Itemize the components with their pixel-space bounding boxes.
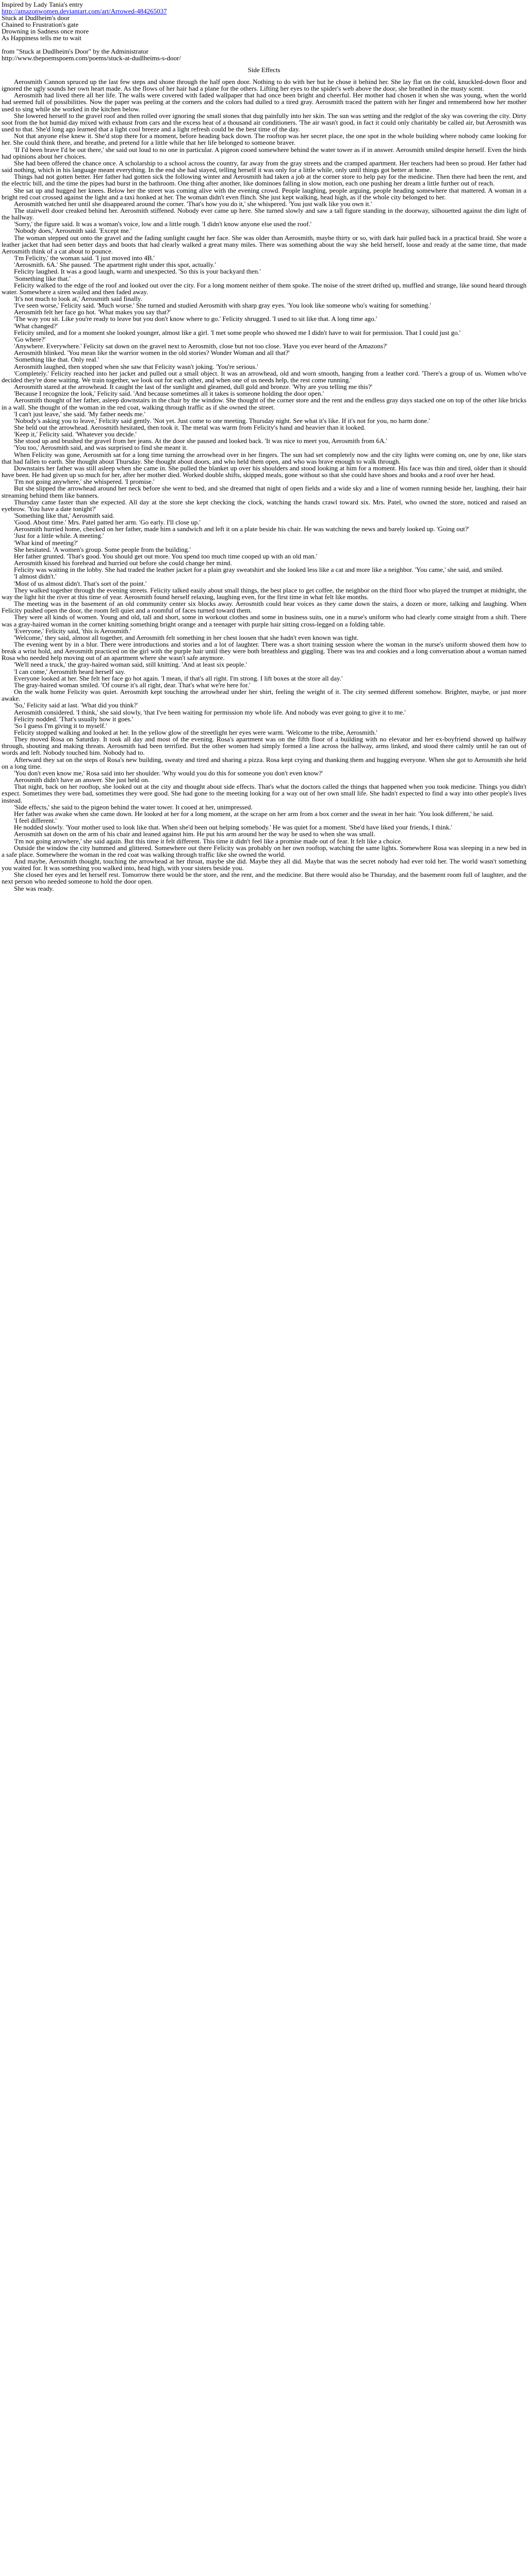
- story-paragraph: She sat up and hugged her knees. Below her the street was coming alive with the evening crowd. People laughing, people arguing, people heading somewhere that mattered. A woman in a bright red coat crossed against the light and a taxi honked at her. The woman didn't even flinch. She just kept walking, head high, as if the whole city belonged to her.: [2, 186, 526, 201]
- epigraph-line: Stuck at Dudlheim's door: [2, 14, 70, 22]
- story-paragraph: 'Keep it,' Felicity said. 'Whatever you decide.': [14, 430, 137, 438]
- story-paragraph: Aerosmith thought of her father, asleep downstairs in the chair by the window. She thought of the corner store and the rent and the endless gray days stacked one on top of the other like bricks in a wall. She thought of the woman in the red coat, walking through traffic as if she owned the street.: [2, 396, 526, 411]
- story-paragraph: 'Something like that.': [14, 274, 71, 282]
- story-paragraph: 'Because I recognize the look,' Felicity said. 'And because sometimes all it takes is someone holding the door open.': [14, 389, 324, 398]
- story-paragraph: And maybe, Aerosmith thought, touching the arrowhead at her throat, maybe she did. Maybe they all did. Maybe that was the secret nobody had ever told her. The world wasn't something you waited for. It was something you walked into, head high, with your sisters beside you.: [2, 857, 526, 872]
- story-paragraph: Felicity laughed. It was a good laugh, warm and unexpected. 'So this is your backyard then.': [14, 267, 261, 276]
- story-paragraph: When Felicity was gone, Aerosmith sat for a long time turning the arrowhead over in her fingers. The sun had set completely now and the city lights were coming on, one by one, like stars that had fallen to earth. She thought about Thursday. She thought about doors, and who held them open, and who was brave enough to walk through.: [2, 450, 526, 465]
- story-paragraph: 'You too,' Aerosmith said, and was surprised to find she meant it.: [14, 444, 188, 452]
- story-paragraph: 'Just for a little while. A meeting.': [14, 532, 104, 540]
- story-paragraph: Aerosmith didn't have an answer. She just held on.: [14, 776, 150, 784]
- story-paragraph: Things had not gotten better. Her father had gotten sick the following winter and Aerosmith had taken a job at the corner store to help pay for the medicine. Then there had been the rent, and the electric bill, and the time the pipes had burst in the bathroom. One thing after another, like dominoes falling in slow motion, each one pushing her dream a little further out of reach.: [2, 173, 526, 188]
- story-paragraph: They moved Rosa on Saturday. It took all day and most of the evening. Rosa's apartment was on the fifth floor of a building with no elevator and her ex-boyfriend showed up halfway through, shouting and making threats. Aerosmith had been terrified. But the other women had simply formed a line across the hallway, arms linked, and stood there calmly until he ran out of words and left. Nobody touched him. Nobody had to.: [2, 735, 526, 757]
- story-paragraph: 'Sorry,' the figure said. It was a woman's voice, low and a little rough. 'I didn't know anyone else used the roof.': [14, 220, 312, 228]
- story-paragraph: Felicity smiled, and for a moment she looked younger, almost like a girl. 'I met some people who showed me I didn't have to wait for permission. That I could just go.': [14, 328, 461, 336]
- story-paragraph: 'If I'd been brave I'd be out there,' she said out loud to no one in particular. A pigeon cooed somewhere behind the water tower as if in answer. Aerosmith smiled despite herself. Even the birds had opinions about her choices.: [2, 145, 526, 160]
- epigraph-line: As Happiness tells me to wait: [2, 34, 81, 42]
- document-header: [2, 1, 526, 61]
- story-paragraph: Aerosmith watched her until she disappeared around the corner. 'That's how you do it,' she whispered. 'You just walk like you own it.': [14, 199, 372, 208]
- story-paragraph: 'The way you sit. Like you're ready to leave but you don't know where to go.' Felicity shrugged. 'I used to sit like that. A long time ago.': [14, 315, 377, 323]
- story-paragraph: 'I'm not going anywhere,' she said again. But this time it felt different. This time it didn't feel like a promise made out of fear. It felt like a choice.: [14, 837, 403, 845]
- epigraph-line: http://www.thepoemspoem.com/poems/stuck-at-dudlheims-s-door/: [2, 54, 181, 62]
- story-paragraph: 'I can't just leave,' she said. 'My father needs me.': [14, 410, 146, 418]
- story-paragraph: 'Side effects,' she said to the pigeon behind the water tower. It cooed at her, unimpressed.: [14, 803, 253, 811]
- story-paragraph: Felicity stopped walking and looked at her. In the yellow glow of the streetlight her eyes were warm. 'Welcome to the tribe, Aerosmith.': [14, 728, 377, 736]
- story-paragraph: 'So I guess I'm giving it to myself.': [14, 721, 107, 730]
- story-paragraph: 'We'll need a truck,' the gray-haired woman said, still knitting. 'And at least six people.': [14, 660, 247, 669]
- story-paragraph: 'Go where?': [14, 335, 46, 343]
- story-paragraph: 'Anywhere. Everywhere.' Felicity sat down on the gravel next to Aerosmith, close but not too close. 'Have you ever heard of the Amazons?': [14, 342, 388, 350]
- story-paragraph: That night, back on her rooftop, she looked out at the city and thought about side effects. That's what the doctors called the things that happened when you took medicine. Things you didn't expect. Sometimes they were bad, sometimes they were good. She had gone to the meeting looking for a way out of her own small life. She hadn't expected to find a way into other people's lives instead.: [2, 783, 526, 804]
- story-paragraph: 'Completely.' Felicity reached into her jacket and pulled out a small object. It was an arrowhead, old and worn smooth, hanging from a leather cord. 'There's a group of us. Women who've decided they're done waiting. We train together, we look out for each other, and when one of us needs help, the rest come running.': [2, 369, 526, 384]
- story-paragraph: 'I'm Felicity,' the woman said. 'I just moved into 4B.': [14, 254, 155, 262]
- story-paragraph: 'It's not much to look at,' Aerosmith said finally.: [14, 295, 142, 302]
- story-paragraph: They were all kinds of women. Young and old, tall and short, some in workout clothes and some in business suits, one in a nurse's uniform who had clearly come straight from a shift. There was a gray-haired woman in the corner knitting something bright orange and a teenager with purple hair sitting cross-legged on a folding table.: [2, 613, 526, 628]
- story-paragraph: They walked together through the evening streets. Felicity talked easily about small things, the best place to get coffee, the neighbor on the third floor who played the trumpet at midnight, the way the light hit the river at this time of year. Aerosmith found herself relaxing, laughing even, for the first time in what felt like months.: [2, 586, 526, 601]
- story-paragraph: On the walk home Felicity was quiet. Aerosmith kept touching the arrowhead under her shirt, feeling the weight of it. The city seemed different somehow. Brighter, maybe, or just more awake.: [2, 688, 526, 703]
- story-paragraph: 'I almost didn't.': [14, 572, 57, 581]
- story-title: Side Effects: [248, 66, 280, 74]
- story-paragraph: Felicity nodded. 'That's usually how it goes.': [14, 715, 133, 723]
- story-body: [2, 78, 526, 892]
- story-paragraph: 'Nobody's asking you to leave,' Felicity said gently. 'Not yet. Just come to one meeting. Thursday night. See what it's like. If it's not for you, no harm done.': [14, 416, 430, 425]
- source-link[interactable]: http://amazonwomen.deviantart.com/art/Arrowed-484265037: [2, 7, 167, 15]
- story-paragraph: Her father grunted. 'That's good. You should get out more. You spend too much time cooped up with an old man.': [14, 552, 318, 560]
- story-paragraph: 'You don't even know me,' Rosa said into her shoulder. 'Why would you do this for someone you don't even know?': [14, 769, 323, 777]
- story-paragraph: She held out the arrowhead. Aerosmith hesitated, then took it. The metal was warm from Felicity's hand and heavier than it looked.: [14, 423, 366, 431]
- story-paragraph: 'Something like that,' Aerosmith said.: [14, 512, 114, 519]
- story-paragraph: The stairwell door creaked behind her. Aerosmith stiffened. Nobody ever came up here. She turned slowly and saw a tall figure standing in the doorway, silhouetted against the dim light of the hallway.: [2, 206, 526, 222]
- story-paragraph: 'Most of us almost didn't. That's sort of the point.': [14, 579, 147, 587]
- header-title: Inspired by Lady Tania's entry: [2, 1, 83, 8]
- story-paragraph: 'What changed?': [14, 321, 58, 330]
- story-paragraph: She had been offered the chance once. A scholarship to a school across the country, far away from the gray streets and the cramped apartment. Her teachers had been so proud. Her father had said nothing, which in his language meant everything. In the end she had stayed, telling herself it was only for a little while, only until things got better at home.: [2, 159, 526, 174]
- story-paragraph: 'I can come,' Aerosmith heard herself say.: [14, 667, 126, 675]
- story-paragraph: She closed her eyes and let herself rest. Tomorrow there would be the store, and the rent, and the medicine. But there would also be Thursday, and the basement room full of laughter, and the next person who needed someone to hold the door open.: [2, 871, 526, 886]
- story-paragraph: 'Aerosmith. 6A.' She paused. 'The apartment right under this spot, actually.': [14, 261, 216, 269]
- story-paragraph: He nodded slowly. 'Your mother used to look like that. When she'd been out helping somebody.' He was quiet for a moment. 'She'd have liked your friends, I think.': [14, 823, 452, 832]
- story-paragraph: But she slipped the arrowhead around her neck before she went to bed, and she dreamed that night of open fields and a wide sky and a line of women running beside her, laughing, their hair streaming behind them like banners.: [2, 484, 526, 499]
- story-paragraph: She lowered herself to the gravel roof and then rolled over ignoring the small stones that dug painfully into her skin. The sun was setting and the redglot of the sky was covering the city. Dirty soot from the hot humid day mixed with exhaust from cars and the excess heat of a thousand air conditioners. 'The air wasn't good, in fact it could only charitably be called air, but Aerosmith was used to that. She'd long ago learned that a light cool breeze and a light refresh could be the best time of the day.: [2, 111, 526, 133]
- story-paragraph: Felicity was waiting in the lobby. She had traded the leather jacket for a plain gray sweatshirt and she looked less like a cat and more like a neighbor. 'You came,' she said, and smiled.: [14, 566, 503, 574]
- story-paragraph: Downstairs her father was still asleep when she came in. She pulled the blanket up over his shoulders and stood looking at him for a moment. His face was thin and tired, older than it should have been. He had given up so much for her, after her mother died. Worked double shifts, skipped meals, gone without so that she could have shoes and books and a roof over her head.: [2, 464, 526, 479]
- story-paragraph: Aerosmith blinked. 'You mean like the warrior women in the old stories? Wonder Woman and all that?': [14, 349, 290, 357]
- story-paragraph: The gray-haired woman smiled. 'Of course it's all right, dear. That's what we're here for.': [14, 681, 251, 689]
- story-paragraph: She stood up and brushed the gravel from her jeans. At the door she paused and looked back. 'It was nice to meet you, Aerosmith from 6A.': [14, 437, 387, 445]
- story-paragraph: 'So,' Felicity said at last. 'What did you think?': [14, 701, 138, 709]
- story-paragraph: 'Something like that. Only real.': [14, 355, 99, 364]
- story-paragraph: Aerosmith hurried home, checked on her father, made him a sandwich and left it on a plate beside his chair. He was watching the news and barely looked up. 'Going out?': [14, 525, 469, 533]
- story-paragraph: Afterward they sat on the steps of Rosa's new building, sweaty and tired and sharing a pizza. Rosa kept crying and thanking them and hugging everyone. When she got to Aerosmith she held on a long time.: [2, 755, 526, 770]
- story-paragraph: 'I feel different.': [14, 817, 57, 825]
- story-paragraph: The woman stepped out onto the gravel and the fading sunlight caught her face. She was older than Aerosmith, maybe thirty or so, with dark hair pulled back in a practical braid. She wore a leather jacket that had seen better days and boots that had clearly walked a great many miles. There was something about the way she held herself, loose and ready at the same time, that made Aerosmith think of a cat about to pounce.: [2, 233, 526, 255]
- story-paragraph: Aerosmith had lived there all her life. The walls were covered with faded wallpaper that had once been bright and cheerful. Her mother had chosen it when she was young, when the world had seemed full of possibilities. Now the paper was peeling at the corners and the colors had dulled to a tired gray. Aerosmith traced the pattern with her finger and remembered how her mother used to sing while she worked in the kitchen below.: [2, 91, 526, 113]
- story-paragraph: Aerosmith Cannon spruced up the last few steps and shone through the half open door. Nothing to do with her but he chose it behind her. She lay flat on the cold, knuckled-down floor and ignored the ugly sounds her own heart made. As the flows of her hair had a plane for the others. Lifting her eyes to the spider's web above the door, she breathed in the musty scent.: [2, 78, 526, 93]
- story-paragraph: Thursday came faster than she expected. All day at the store she kept checking the clock, watching the hands crawl toward six. Mrs. Patel, who owned the store, noticed and raised an eyebrow. 'You have a date tonight?': [2, 498, 526, 513]
- story-paragraph: Aerosmith laughed, then stopped when she saw that Felicity wasn't joking. 'You're serious.': [14, 362, 258, 370]
- epigraph-line: from "Stuck at Dudlheim's Door" by the Administrator: [2, 47, 148, 55]
- story-paragraph: 'Good. About time.' Mrs. Patel patted her arm. 'Go early. I'll close up.': [14, 518, 201, 527]
- story-paragraph: Outside the window the city hummed and glittered. Somewhere out there Felicity was probably on her own rooftop, watching the same lights. Somewhere Rosa was sleeping in a new bed in a safe place. Somewhere the woman in the red coat was walking through traffic like she owned the world.: [2, 843, 526, 858]
- story-paragraph: 'Nobody does,' Aerosmith said. 'Except me.': [14, 227, 132, 235]
- story-paragraph: Aerosmith considered. 'I think,' she said slowly, 'that I've been waiting for permission my whole life. And nobody was ever going to give it to me.': [14, 708, 406, 716]
- story-paragraph: Everyone looked at her. She felt her face go hot again. 'I mean, if that's all right. I'm strong. I lift boxes at the store all day.': [14, 674, 343, 682]
- document-page: [0, 0, 528, 892]
- story-paragraph: 'I'm not going anywhere,' she whispered. 'I promise.': [14, 478, 155, 486]
- story-paragraph: Her father was awake when she came down. He looked at her for a long moment, at the scrape on her arm from a box corner and the sweat in her hair. 'You look different,' he said.: [14, 809, 494, 818]
- story-paragraph: 'What kind of meeting?': [14, 538, 78, 547]
- story-paragraph: She was ready.: [14, 884, 54, 892]
- story-paragraph: Felicity walked to the edge of the roof and looked out over the city. For a long moment neither of them spoke. The noise of the street drifted up, muffled and strange, like sound heard through water. Somewhere a siren wailed and then faded away.: [2, 281, 526, 296]
- story-paragraph: Not that anyone else knew it. She'd stop there for a moment, before heading back down. The rooftop was her secret place, the one spot in the whole building where nobody came looking for her. She could think there, and breathe, and pretend for a little while that her life belonged to someone braver.: [2, 132, 526, 147]
- story-paragraph: She hesitated. 'A women's group. Some people from the building.': [14, 545, 191, 553]
- story-paragraph: 'Welcome,' they said, almost all together, and Aerosmith felt something in her chest loosen that she hadn't even known was tight.: [14, 633, 359, 641]
- story-paragraph: The meeting was in the basement of an old community center six blocks away. Aerosmith could hear voices as they came down the stairs, a dozen or more, talking and laughing. When Felicity pushed open the door, the room fell quiet and a roomful of faces turned toward them.: [2, 600, 526, 615]
- epigraph-line: Chained to Frustration's gate: [2, 21, 79, 28]
- story-paragraph: 'I've seen worse,' Felicity said. 'Much worse.' She turned and studied Aerosmith with sharp gray eyes. 'You look like someone who's waiting for something.': [14, 301, 431, 310]
- story-paragraph: Aerosmith stared at the arrowhead. It caught the last of the sunlight and gleamed, dull gold and bronze. 'Why are you telling me this?': [14, 383, 372, 391]
- story-paragraph: Aerosmith felt her face go hot. 'What makes you say that?': [14, 308, 171, 316]
- epigraph-line: Drowning in Sadness once more: [2, 27, 89, 35]
- story-paragraph: Aerosmith sat down on the arm of his chair and leaned against him. He put his arm around her the way he used to when she was small.: [14, 830, 375, 838]
- epigraph-block: [2, 14, 526, 61]
- story-paragraph: 'Everyone,' Felicity said, 'this is Aerosmith.': [14, 626, 131, 635]
- story-paragraph: Aerosmith kissed his forehead and hurried out before she could change her mind.: [14, 559, 232, 567]
- story-paragraph: The evening went by in a blur. There were introductions and stories and a lot of laughter. There was a short training session where the woman in the nurse's uniform showed them how to break a wrist hold, and Aerosmith practiced on the girl with the purple hair until they were both breathless and giggling. There was tea and cookies and a long conversation about a woman named Rosa who needed help moving out of an apartment where she wasn't safe anymore.: [2, 640, 526, 662]
